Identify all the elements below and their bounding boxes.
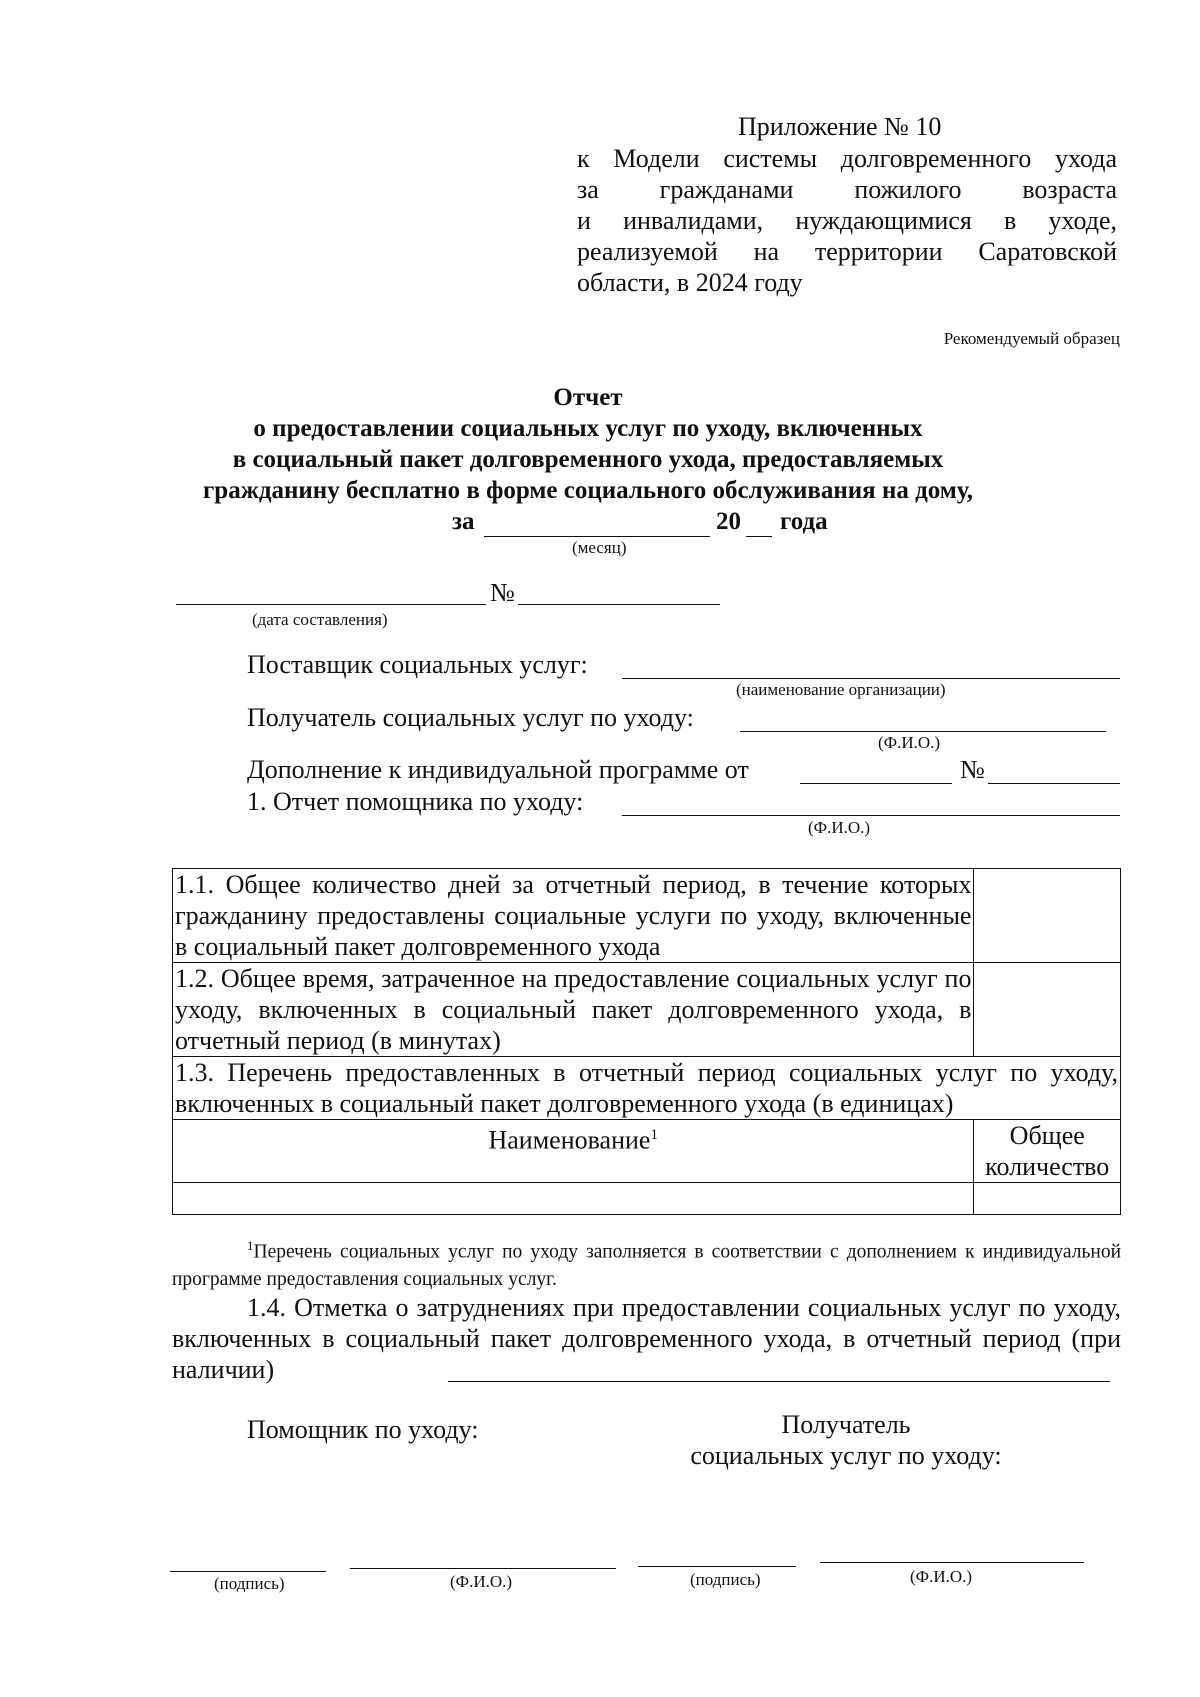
recipient-signature-label-1: Получатель bbox=[781, 1410, 911, 1439]
header-line-2: за гражданами пожилого возраста bbox=[577, 175, 1117, 204]
addendum-number-sign: № bbox=[960, 755, 985, 784]
date-caption: (дата составления) bbox=[252, 610, 388, 629]
year-blank[interactable] bbox=[746, 536, 772, 537]
row-1-2-value-cell[interactable] bbox=[974, 963, 1121, 1057]
report-table bbox=[172, 868, 1121, 1215]
recipient-signature-caption: (подпись) bbox=[690, 1570, 761, 1589]
assistant-blank[interactable] bbox=[622, 815, 1120, 816]
assistant-caption: (Ф.И.О.) bbox=[808, 818, 871, 837]
assistant-name-blank[interactable] bbox=[350, 1568, 616, 1569]
table-row bbox=[173, 1183, 1121, 1215]
row-1-2-label: 1.2. Общее время, затраченное на предоставление социальных услуг по уходу, включенных в социальный пакет долговременного ухода, в отчетный период (в минутах) bbox=[173, 963, 974, 1057]
assistant-name-caption: (Ф.И.О.) bbox=[450, 1572, 513, 1591]
table-row bbox=[173, 1057, 1121, 1120]
recipient-name-blank[interactable] bbox=[820, 1562, 1084, 1563]
column-header-name-text: Наименование bbox=[488, 1125, 651, 1155]
assistant-signature-caption: (подпись) bbox=[214, 1574, 285, 1593]
table-header-row bbox=[173, 1120, 1121, 1183]
date-blank[interactable] bbox=[176, 604, 486, 605]
header-line-4: реализуемой на территории Саратовской bbox=[577, 237, 1117, 266]
footnote-text: Перечень социальных услуг по уходу заполняется в соответствии с дополнением к индивидуальной программе предоставления социальных услуг. bbox=[172, 1241, 1121, 1290]
recipient-name-caption: (Ф.И.О.) bbox=[910, 1567, 973, 1586]
difficulties-blank[interactable] bbox=[448, 1381, 1110, 1382]
report-subtitle-3: гражданину бесплатно в форме социального обслуживания на дому, bbox=[202, 477, 974, 504]
month-blank[interactable] bbox=[484, 536, 710, 537]
period-suffix: года bbox=[780, 508, 828, 535]
table-row bbox=[173, 869, 1121, 963]
footnote-ref: 1 bbox=[650, 1127, 658, 1143]
report-subtitle-2: в социальный пакет долговременного ухода, предоставляемых bbox=[232, 446, 944, 473]
addendum-number-blank[interactable] bbox=[988, 783, 1120, 784]
recipient-blank[interactable] bbox=[740, 731, 1106, 732]
row-1-1-label: 1.1. Общее количество дней за отчетный период, в течение которых гражданину предоставлены социальные услуги по уходу, включенные в социальный пакет долговременного ухода bbox=[173, 869, 974, 963]
period-prefix: за bbox=[452, 508, 475, 535]
provider-caption: (наименование организации) bbox=[736, 680, 946, 699]
assistant-signature-blank[interactable] bbox=[170, 1571, 326, 1572]
assistant-signature-label: Помощник по уходу: bbox=[247, 1415, 479, 1444]
report-title: Отчет bbox=[553, 384, 623, 411]
appendix-number: Приложение № 10 bbox=[738, 112, 942, 141]
report-subtitle-1: о предоставлении социальных услуг по уходу, включенных bbox=[253, 415, 923, 442]
row-1-1-value-cell[interactable] bbox=[974, 869, 1121, 963]
table-row bbox=[173, 963, 1121, 1057]
column-header-name bbox=[173, 1120, 974, 1183]
column-header-total-line-1: Общее bbox=[1009, 1121, 1085, 1150]
addendum-date-blank[interactable] bbox=[800, 783, 952, 784]
header-line-1: к Модели системы долговременного ухода bbox=[577, 144, 1117, 173]
addendum-label: Дополнение к индивидуальной программе от bbox=[247, 755, 749, 784]
recommended-sample-label: Рекомендуемый образец bbox=[943, 329, 1120, 348]
recipient-label: Получатель социальных услуг по уходу: bbox=[247, 703, 694, 732]
assistant-label: 1. Отчет помощника по уходу: bbox=[247, 787, 584, 816]
number-blank[interactable] bbox=[518, 604, 720, 605]
recipient-caption: (Ф.И.О.) bbox=[878, 733, 941, 752]
month-caption: (месяц) bbox=[572, 538, 627, 557]
row-1-3-label: 1.3. Перечень предоставленных в отчетный период социальных услуг по уходу, включенных в социальный пакет долговременного ухода (в единицах) bbox=[173, 1057, 1121, 1120]
footnote-mark: 1 bbox=[247, 1238, 254, 1253]
provider-label: Поставщик социальных услуг: bbox=[247, 650, 588, 679]
number-sign: № bbox=[490, 578, 515, 607]
recipient-signature-blank[interactable] bbox=[638, 1566, 796, 1567]
header-line-5: области, в 2024 году bbox=[577, 268, 803, 297]
column-header-total bbox=[974, 1120, 1121, 1183]
header-line-3: и инвалидами, нуждающимися в уходе, bbox=[577, 206, 1117, 235]
period-year: 20 bbox=[716, 508, 741, 535]
difficulties-text: 1.4. Отметка о затруднениях при предоставлении социальных услуг по уходу, включенных в социальный пакет долговременного ухода, в отчетный период (при наличии) bbox=[172, 1293, 1121, 1384]
service-count-cell[interactable] bbox=[974, 1183, 1121, 1215]
footnote bbox=[172, 1232, 1121, 1293]
recipient-signature-label-2: социальных услуг по уходу: bbox=[690, 1441, 1002, 1470]
column-header-total-line-2: количество bbox=[985, 1152, 1110, 1181]
provider-blank[interactable] bbox=[622, 678, 1120, 679]
service-name-cell[interactable] bbox=[173, 1183, 974, 1215]
